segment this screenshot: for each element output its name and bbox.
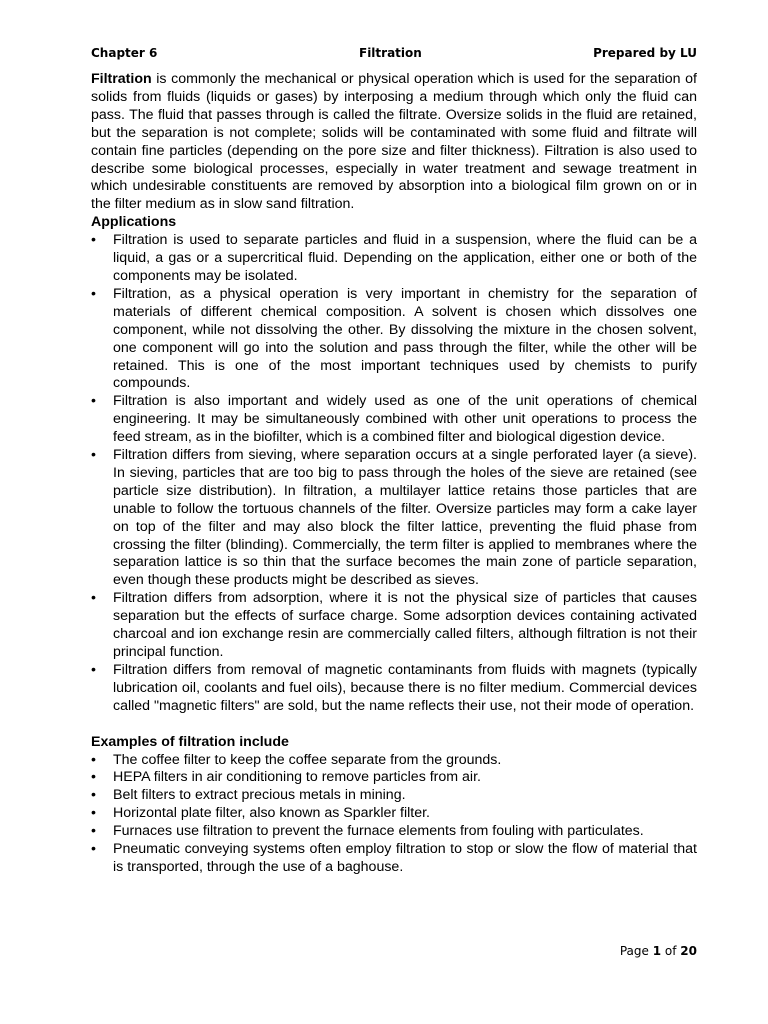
header-author: Prepared by LU <box>593 46 697 60</box>
examples-heading: Examples of filtration include <box>91 733 289 750</box>
examples-item: • Furnaces use filtration to prevent the furnace elements from fouling with particulates. <box>91 823 697 841</box>
examples-item: • HEPA filters in air conditioning to remove particles from air. <box>91 769 697 787</box>
intro-lead-term: Filtration <box>91 71 152 87</box>
page-label: Page <box>619 944 649 958</box>
page-total: 20 <box>680 944 697 958</box>
examples-item: • The coffee filter to keep the coffee separate from the grounds. <box>91 752 697 770</box>
applications-item: • Filtration is used to separate particles and fluid in a suspension, where the fluid can be a liquid, a gas or a supercritical fluid. Depending on the application, either one or both of the components may be isolated. <box>91 232 697 286</box>
page-of-label: of <box>664 944 677 958</box>
applications-heading: Applications <box>91 214 177 231</box>
applications-item: • Filtration, as a physical operation is very important in chemistry for the separation of materials of different chemical composition. A solvent is chosen which dissolves one component, while not dissolving the other. By dissolving the mixture in the chosen solvent, one component will go into the solution and pass through the filter, while the other will be retained. This is one of the most important techniques used by chemists to purify compounds. <box>91 286 697 393</box>
examples-list <box>91 752 697 877</box>
applications-item: • Filtration is also important and widely used as one of the unit operations of chemical engineering. It may be simultaneously combined with other unit operations to process the feed stream, as in the biofilter, which is a combined filter and biological digestion device. <box>91 393 697 447</box>
applications-item: • Filtration differs from sieving, where separation occurs at a single perforated layer (a sieve). In sieving, particles that are too big to pass through the holes of the sieve are retained (see particle size distribution). In filtration, a multilayer lattice retains those particles that are unable to follow the tortuous channels of the filter. Oversize particles may form a cake layer on top of the filter and may also block the filter lattice, preventing the fluid phase from crossing the filter (blinding). Commercially, the term filter is applied to membranes where the separation lattice is so thin that the surface becomes the main zone of particle separation, even though these products might be described as sieves. <box>91 447 697 590</box>
applications-item: • Filtration differs from adsorption, where it is not the physical size of particles that causes separation but the effects of surface charge. Some adsorption devices containing activated charcoal and ion exchange resin are commercially called filters, although filtration is not their principal function. <box>91 590 697 662</box>
applications-item: • Filtration differs from removal of magnetic contaminants from fluids with magnets (typically lubrication oil, coolants and fuel oils), because there is no filter medium. Commercial devices called "magnetic filters" are sold, but the name reflects their use, not their mode of operation. <box>91 662 697 716</box>
page-number: 1 <box>652 944 662 958</box>
page-header <box>91 46 697 64</box>
header-title: Filtration <box>359 46 422 60</box>
page-body <box>91 71 697 877</box>
examples-item: • Belt filters to extract precious metals in mining. <box>91 787 697 805</box>
header-chapter: Chapter 6 <box>91 46 158 60</box>
intro-paragraph <box>91 71 697 214</box>
examples-item: • Horizontal plate filter, also known as Sparkler filter. <box>91 805 697 823</box>
examples-item: • Pneumatic conveying systems often employ filtration to stop or slow the flow of material that is transported, through the use of a baghouse. <box>91 841 697 877</box>
intro-text: is commonly the mechanical or physical operation which is used for the separation of solids from fluids (liquids or gases) by interposing a medium through which only the fluid can pass. The fluid that passes through is called the filtrate. Oversize solids in the fluid are retained, but the separation is not complete; solids will be contaminated with some fluid and filtrate will contain fine particles (depending on the pore size and filter thickness). Filtration is also used to describe some biological processes, especially in water treatment and sewage treatment in which undesirable constituents are removed by absorption into a biological film grown on or in the filter medium as in slow sand filtration. <box>91 71 697 213</box>
page-footer <box>620 944 697 958</box>
applications-list <box>91 232 697 715</box>
